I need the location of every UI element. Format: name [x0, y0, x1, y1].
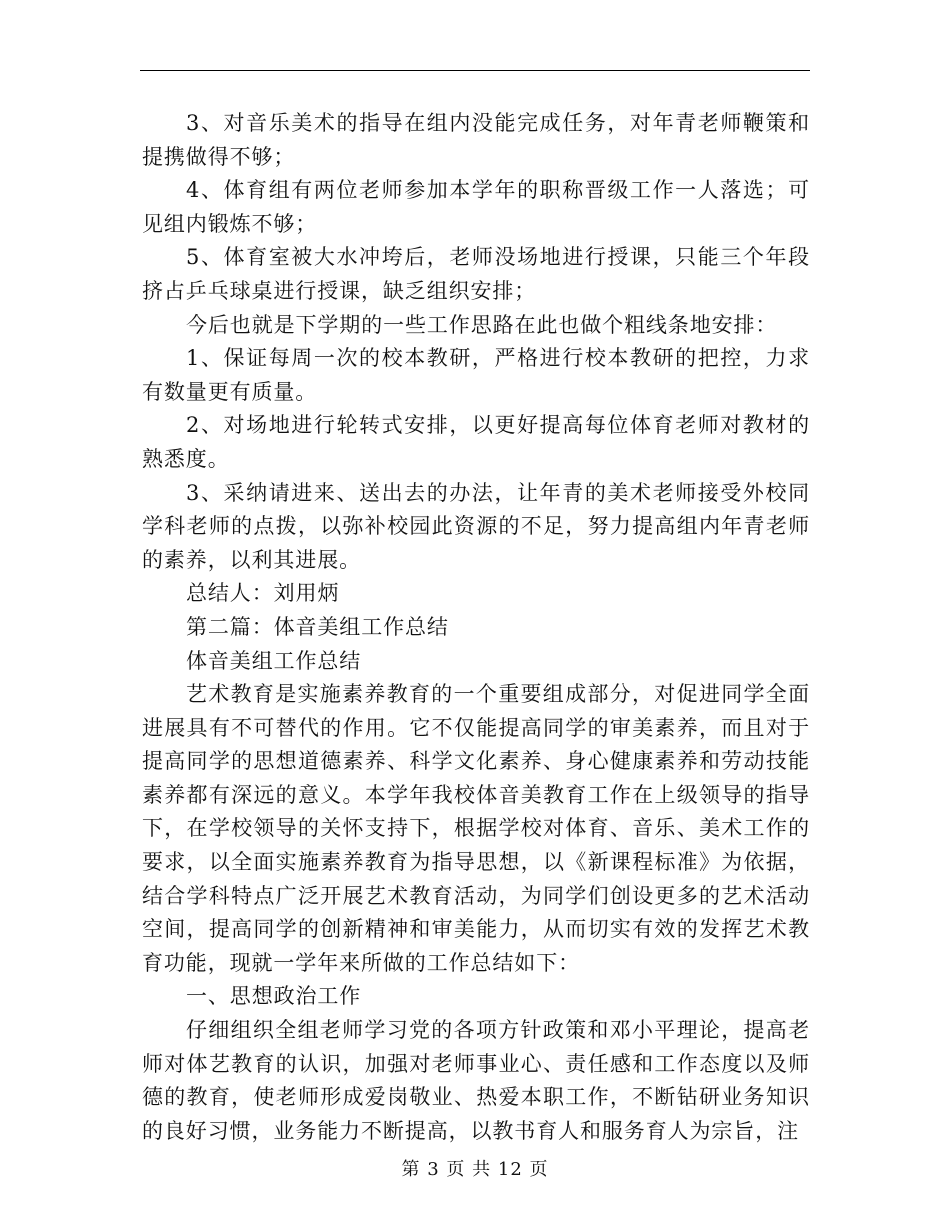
section-title: 体音美组工作总结 — [186, 648, 362, 673]
current-page-number: 3 — [427, 1159, 440, 1180]
header-rule — [140, 70, 810, 71]
page-footer — [0, 1155, 950, 1181]
subheading-political-work: 一、思想政治工作 — [186, 984, 362, 1009]
paragraph-political-work: 仔细组织全组老师学习党的各项方针政策和邓小平理论，提高老师对体艺教育的认识，加强对老师事业心、责任感和工作态度以及师德的教育，使老师形成爱岗敬业、热爱本职工作，不断钻研业务知识的良好习惯，业务能力不断提高，以教书育人和服务育人为宗旨，注 — [142, 1018, 810, 1143]
paragraph-item-4: 4、体育组有两位老师参加本学年的职称晋级工作一人落选；可见组内锻炼不够； — [142, 178, 810, 236]
footer-prefix: 第 — [401, 1159, 421, 1180]
paragraph-plan-2: 2、对场地进行轮转式安排，以更好提高每位体育老师对教材的熟悉度。 — [142, 413, 810, 471]
paragraph-item-3: 3、对音乐美术的指导在组内没能完成任务，对年青老师鞭策和提携做得不够； — [142, 111, 810, 169]
paragraph-plan-intro: 今后也就是下学期的一些工作思路在此也做个粗线条地安排： — [186, 312, 778, 337]
paragraph-intro: 艺术教育是实施素养教育的一个重要组成部分，对促进同学全面进展具有不可替代的作用。它不仅能提高同学的审美素养，而且对于提高同学的思想道德素养、科学文化素养、身心健康素养和劳动技能素养都有深远的意义。本学年我校体音美教育工作在上级领导的指导下，在学校领导的关怀支持下，根据学校对体育、音乐、美术工作的要求，以全面实施素养教育为指导思想，以《新课程标准》为依据，结合学科特点广泛开展艺术教育活动，为同学们创设更多的艺术活动空间，提高同学的创新精神和审美能力，从而切实有效的发挥艺术教育功能，现就一学年来所做的工作总结如下： — [142, 682, 810, 975]
footer-total-suffix: 页 — [529, 1159, 549, 1180]
footer-page-word: 页 — [446, 1159, 466, 1180]
paragraph-plan-3: 3、采纳请进来、送出去的办法，让年青的美术老师接受外校同学科老师的点拨，以弥补校园此资源的不足，努力提高组内年青老师的素养，以利其进展。 — [142, 480, 810, 572]
paragraph-item-5: 5、体育室被大水冲垮后，老师没场地进行授课，只能三个年段挤占乒乓球桌进行授课，缺乏组织安排； — [142, 245, 810, 303]
footer-total-prefix: 共 — [472, 1159, 492, 1180]
total-pages-number: 12 — [497, 1159, 523, 1180]
document-body — [142, 107, 810, 1148]
paragraph-plan-1: 1、保证每周一次的校本教研，严格进行校本教研的把控，力求有数量更有质量。 — [142, 346, 810, 404]
author-line: 总结人：刘用炳 — [186, 581, 340, 606]
section-heading: 第二篇：体音美组工作总结 — [186, 614, 449, 639]
